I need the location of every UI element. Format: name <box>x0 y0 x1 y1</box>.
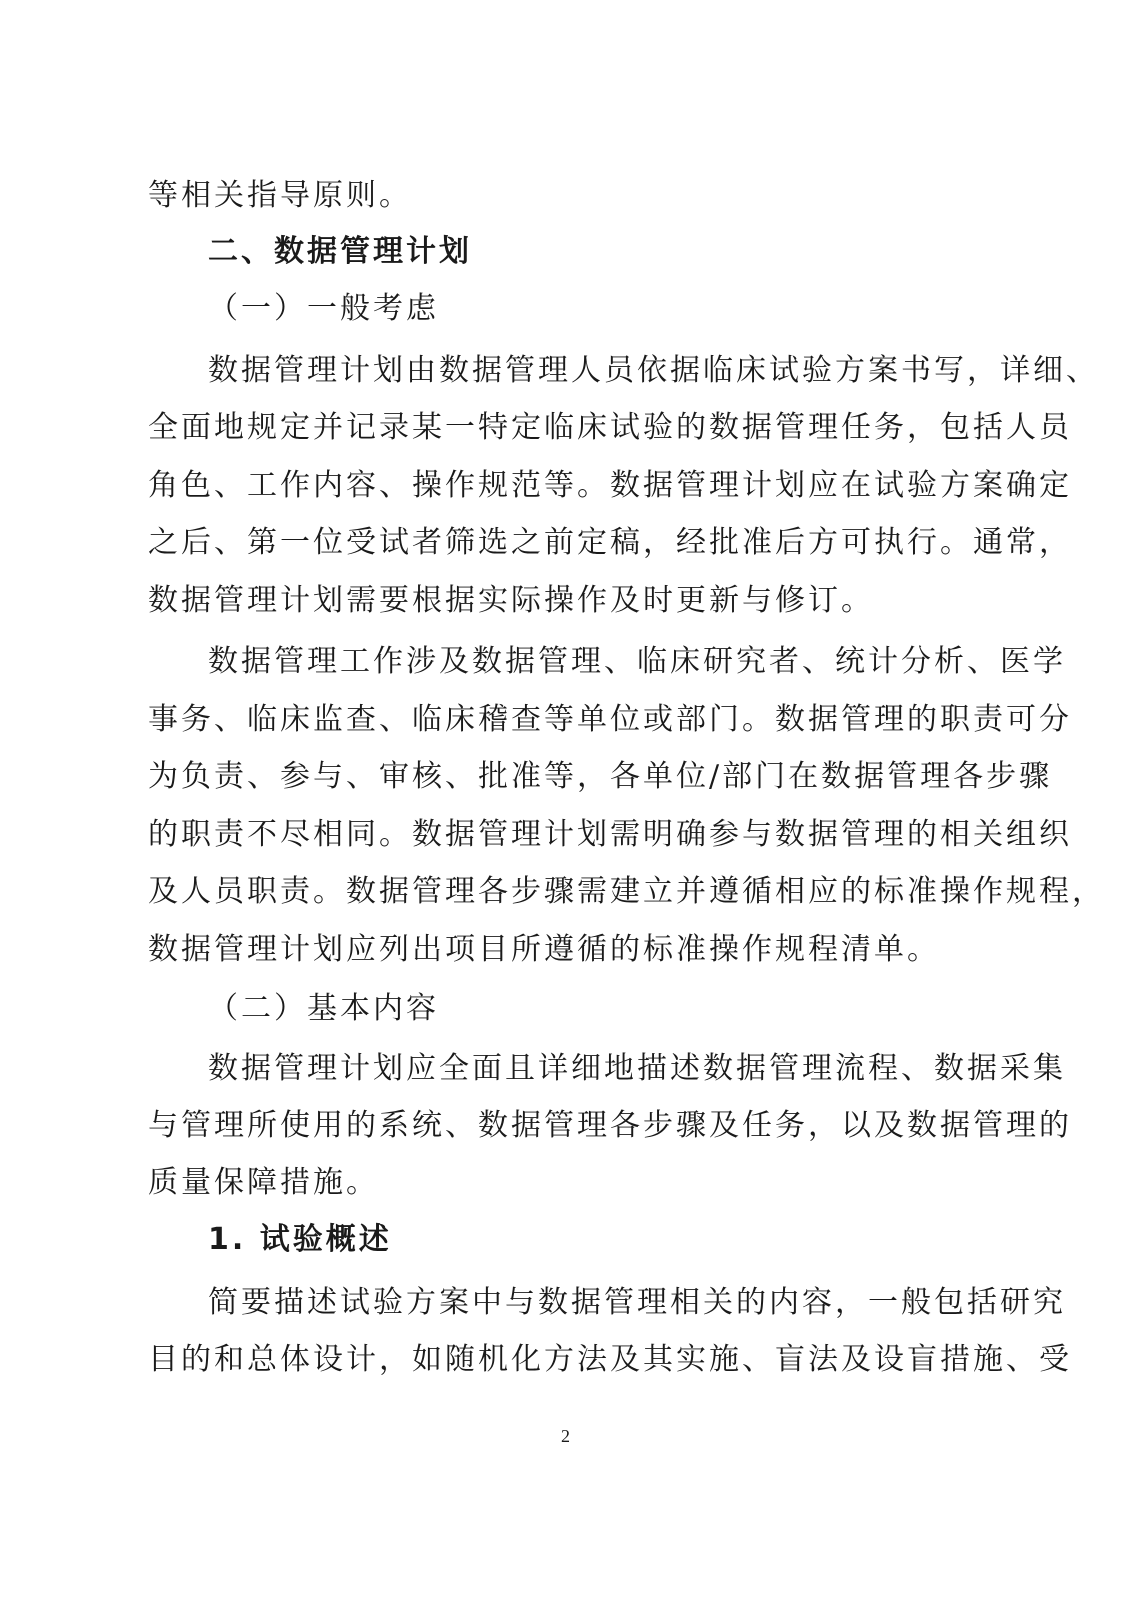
paragraph-line: 数据管理计划应全面且详细地描述数据管理流程、数据采集 <box>208 1051 1066 1086</box>
paragraph-line: 数据管理计划应列出项目所遵循的标准操作规程清单。 <box>148 932 940 967</box>
numbered-heading: 1. 试验概述 <box>208 1222 392 1257</box>
paragraph-line: 事务、临床监查、临床稽查等单位或部门。数据管理的职责可分 <box>148 702 1072 737</box>
paragraph-line: 数据管理计划由数据管理人员依据临床试验方案书写，详细、 <box>208 353 1099 388</box>
paragraph-line: 角色、工作内容、操作规范等。数据管理计划应在试验方案确定 <box>148 468 1072 503</box>
paragraph-line: 简要描述试验方案中与数据管理相关的内容，一般包括研究 <box>208 1285 1066 1320</box>
subsection-heading: （一）一般考虑 <box>208 291 439 326</box>
paragraph-line: 质量保障措施。 <box>148 1165 379 1200</box>
paragraph-line: 及人员职责。数据管理各步骤需建立并遵循相应的标准操作规程， <box>148 874 1105 909</box>
paragraph-line: 数据管理工作涉及数据管理、临床研究者、统计分析、医学 <box>208 644 1066 679</box>
paragraph-line: 之后、第一位受试者筛选之前定稿，经批准后方可执行。通常， <box>148 525 1072 560</box>
paragraph-line: 数据管理计划需要根据实际操作及时更新与修订。 <box>148 583 874 618</box>
section-heading: 二、数据管理计划 <box>208 234 472 269</box>
paragraph-line: 的职责不尽相同。数据管理计划需明确参与数据管理的相关组织 <box>148 817 1072 852</box>
paragraph-line: 与管理所使用的系统、数据管理各步骤及任务，以及数据管理的 <box>148 1108 1072 1143</box>
paragraph-line: 全面地规定并记录某一特定临床试验的数据管理任务，包括人员 <box>148 410 1072 445</box>
page-number: 2 <box>561 1426 570 1446</box>
subsection-heading: （二）基本内容 <box>208 991 439 1026</box>
paragraph-line: 为负责、参与、审核、批准等，各单位/部门在数据管理各步骤 <box>148 759 1053 794</box>
text-line: 等相关指导原则。 <box>148 178 412 213</box>
paragraph-line: 目的和总体设计，如随机化方法及其实施、盲法及设盲措施、受 <box>148 1342 1072 1377</box>
